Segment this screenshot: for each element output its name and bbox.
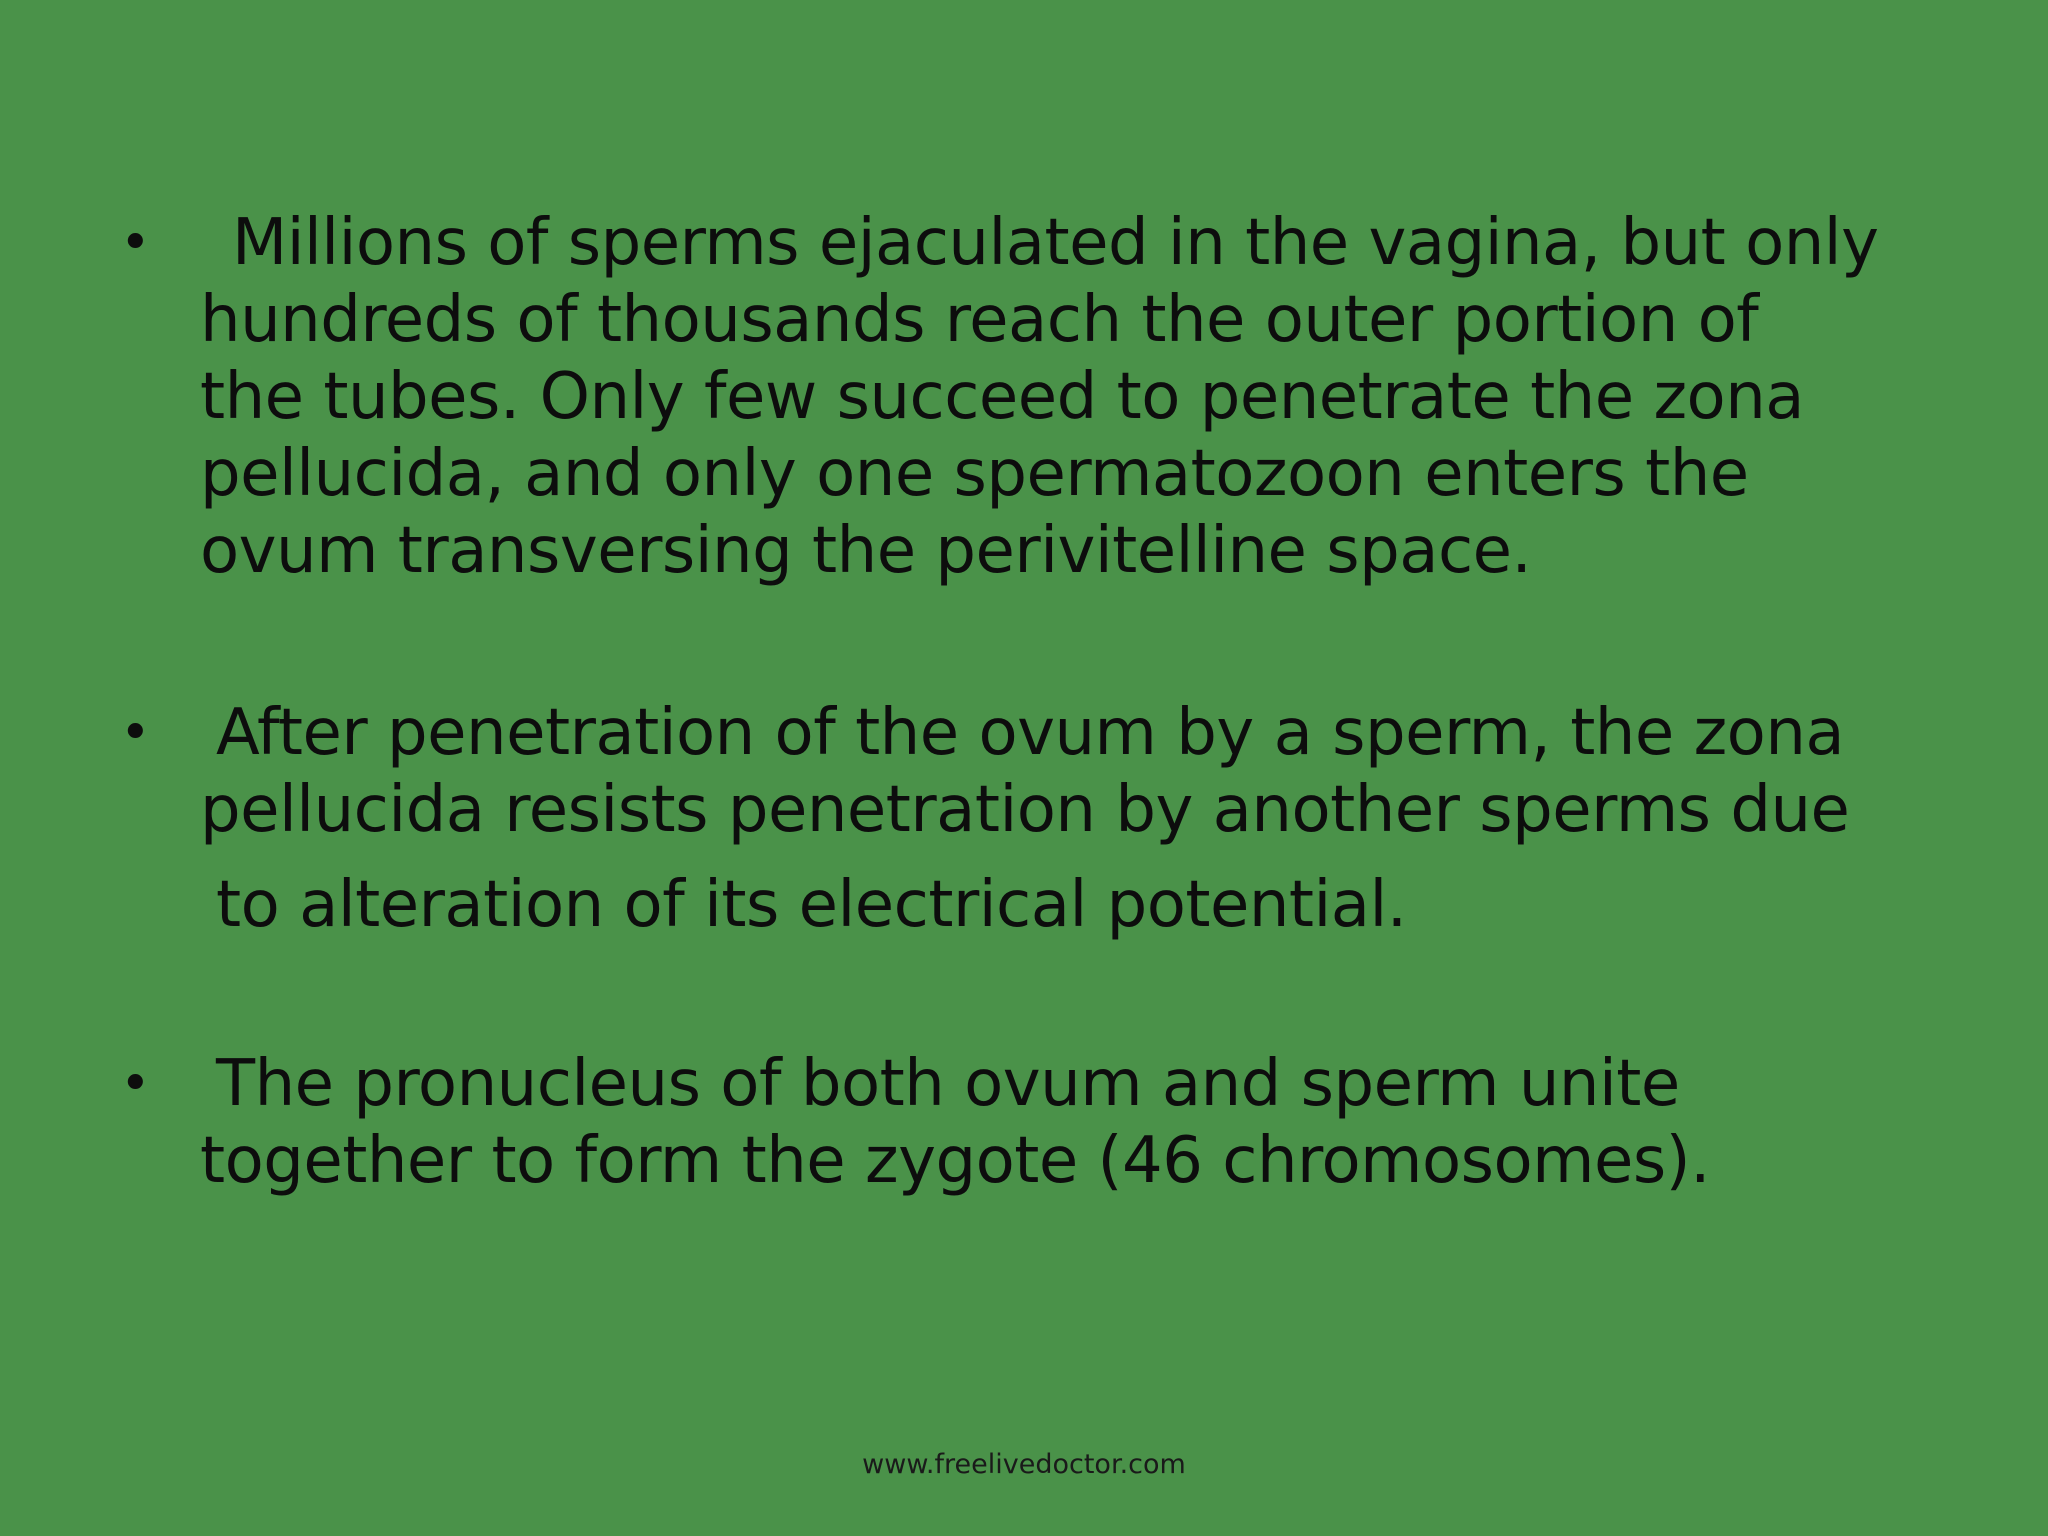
bullet-item-zona-pellucida: [120, 695, 1960, 944]
bullet-text-line: After penetration of the ovum by a sperm, the zona: [216, 696, 1845, 770]
footer-url: www.freelivedoctor.com: [862, 1449, 1186, 1480]
bullet-dot-icon: •: [120, 213, 151, 273]
bullet-dot-icon: •: [120, 1054, 151, 1114]
bullet-list: [120, 205, 1960, 1200]
bullet-text-line: The pronucleus of both ovum and sperm unite: [216, 1047, 1680, 1121]
bullet-text-line: pellucida resists penetration by another sperms due: [200, 773, 1850, 847]
bullet-item-fertilization-sperms: [120, 205, 1960, 590]
bullet-item-zygote: [120, 1046, 1960, 1200]
bullet-text-line: to alteration of its electrical potential.: [216, 868, 1407, 942]
bullet-text-line: Millions of sperms ejaculated in the vagina, but only: [232, 206, 1879, 280]
bullet-text-line: pellucida, and only one spermatozoon enters the: [200, 437, 1749, 511]
bullet-text-line: hundreds of thousands reach the outer portion of: [200, 283, 1759, 357]
bullet-text-line: the tubes. Only few succeed to penetrate the zona: [200, 360, 1804, 434]
bullet-text-line: together to form the zygote (46 chromosomes).: [200, 1124, 1710, 1198]
bullet-dot-icon: •: [120, 703, 151, 763]
bullet-text-line: ovum transversing the perivitelline space.: [200, 514, 1532, 588]
